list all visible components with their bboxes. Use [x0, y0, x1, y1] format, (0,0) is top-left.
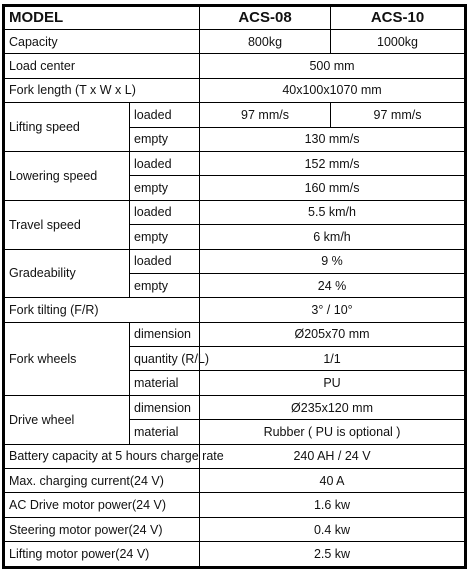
- header-row: [5, 7, 465, 30]
- header-acs08: ACS-08: [200, 7, 331, 30]
- sub-label: loaded: [130, 103, 200, 127]
- sub-label: empty: [130, 176, 200, 200]
- row-label: Lifting motor power(24 V): [5, 542, 200, 566]
- row-value: 1/1: [200, 347, 465, 371]
- sub-label: empty: [130, 273, 200, 297]
- table-row: [5, 151, 465, 175]
- value-acs08: 97 mm/s: [200, 103, 331, 127]
- row-label: Steering motor power(24 V): [5, 517, 200, 541]
- row-value: 6 km/h: [200, 225, 465, 249]
- row-value: 40 A: [200, 469, 465, 493]
- table-row: [5, 542, 465, 566]
- spec-table-frame: [2, 4, 467, 569]
- row-label: Lifting speed: [5, 103, 130, 152]
- table-row: [5, 249, 465, 273]
- row-label: Fork length (T x W x L): [5, 78, 200, 102]
- row-value: PU: [200, 371, 465, 395]
- value-acs10: 1000kg: [331, 30, 465, 54]
- spec-table: [4, 6, 465, 567]
- sub-label: loaded: [130, 249, 200, 273]
- sub-label: dimension: [130, 322, 200, 346]
- row-label: AC Drive motor power(24 V): [5, 493, 200, 517]
- table-row: [5, 517, 465, 541]
- table-row: [5, 78, 465, 102]
- sub-label: empty: [130, 225, 200, 249]
- row-label: Drive wheel: [5, 395, 130, 444]
- row-value: 40x100x1070 mm: [200, 78, 465, 102]
- sub-label: material: [130, 371, 200, 395]
- table-row: [5, 322, 465, 346]
- header-model: MODEL: [5, 7, 200, 30]
- row-value: 152 mm/s: [200, 151, 465, 175]
- row-value: 500 mm: [200, 54, 465, 78]
- row-label: Max. charging current(24 V): [5, 469, 200, 493]
- row-value: 130 mm/s: [200, 127, 465, 151]
- table-row: [5, 395, 465, 419]
- row-value: 5.5 km/h: [200, 200, 465, 224]
- row-value: 3° / 10°: [200, 298, 465, 322]
- row-label: Gradeability: [5, 249, 130, 298]
- row-value: Ø235x120 mm: [200, 395, 465, 419]
- row-value: Rubber ( PU is optional ): [200, 420, 465, 444]
- row-value: 0.4 kw: [200, 517, 465, 541]
- table-row: [5, 469, 465, 493]
- table-row: [5, 200, 465, 224]
- sub-label: material: [130, 420, 200, 444]
- sub-label: loaded: [130, 200, 200, 224]
- table-row: [5, 30, 465, 54]
- row-value: 240 AH / 24 V: [200, 444, 465, 468]
- sub-label: dimension: [130, 395, 200, 419]
- table-row: [5, 493, 465, 517]
- sub-label: loaded: [130, 151, 200, 175]
- row-label: Travel speed: [5, 200, 130, 249]
- value-acs08: 800kg: [200, 30, 331, 54]
- row-value: 9 %: [200, 249, 465, 273]
- table-row: [5, 298, 465, 322]
- row-value: 160 mm/s: [200, 176, 465, 200]
- row-label: Load center: [5, 54, 200, 78]
- row-value: 24 %: [200, 273, 465, 297]
- table-row: [5, 103, 465, 127]
- sub-label: quantity (R/L): [130, 347, 200, 371]
- table-row: [5, 444, 465, 468]
- row-label: Fork tilting (F/R): [5, 298, 200, 322]
- sub-label: empty: [130, 127, 200, 151]
- row-value: 1.6 kw: [200, 493, 465, 517]
- value-acs10: 97 mm/s: [331, 103, 465, 127]
- row-value: Ø205x70 mm: [200, 322, 465, 346]
- row-label: Lowering speed: [5, 151, 130, 200]
- header-acs10: ACS-10: [331, 7, 465, 30]
- row-value: 2.5 kw: [200, 542, 465, 566]
- row-label: Fork wheels: [5, 322, 130, 395]
- table-row: [5, 54, 465, 78]
- row-label: Battery capacity at 5 hours charge rate: [5, 444, 200, 468]
- row-label: Capacity: [5, 30, 200, 54]
